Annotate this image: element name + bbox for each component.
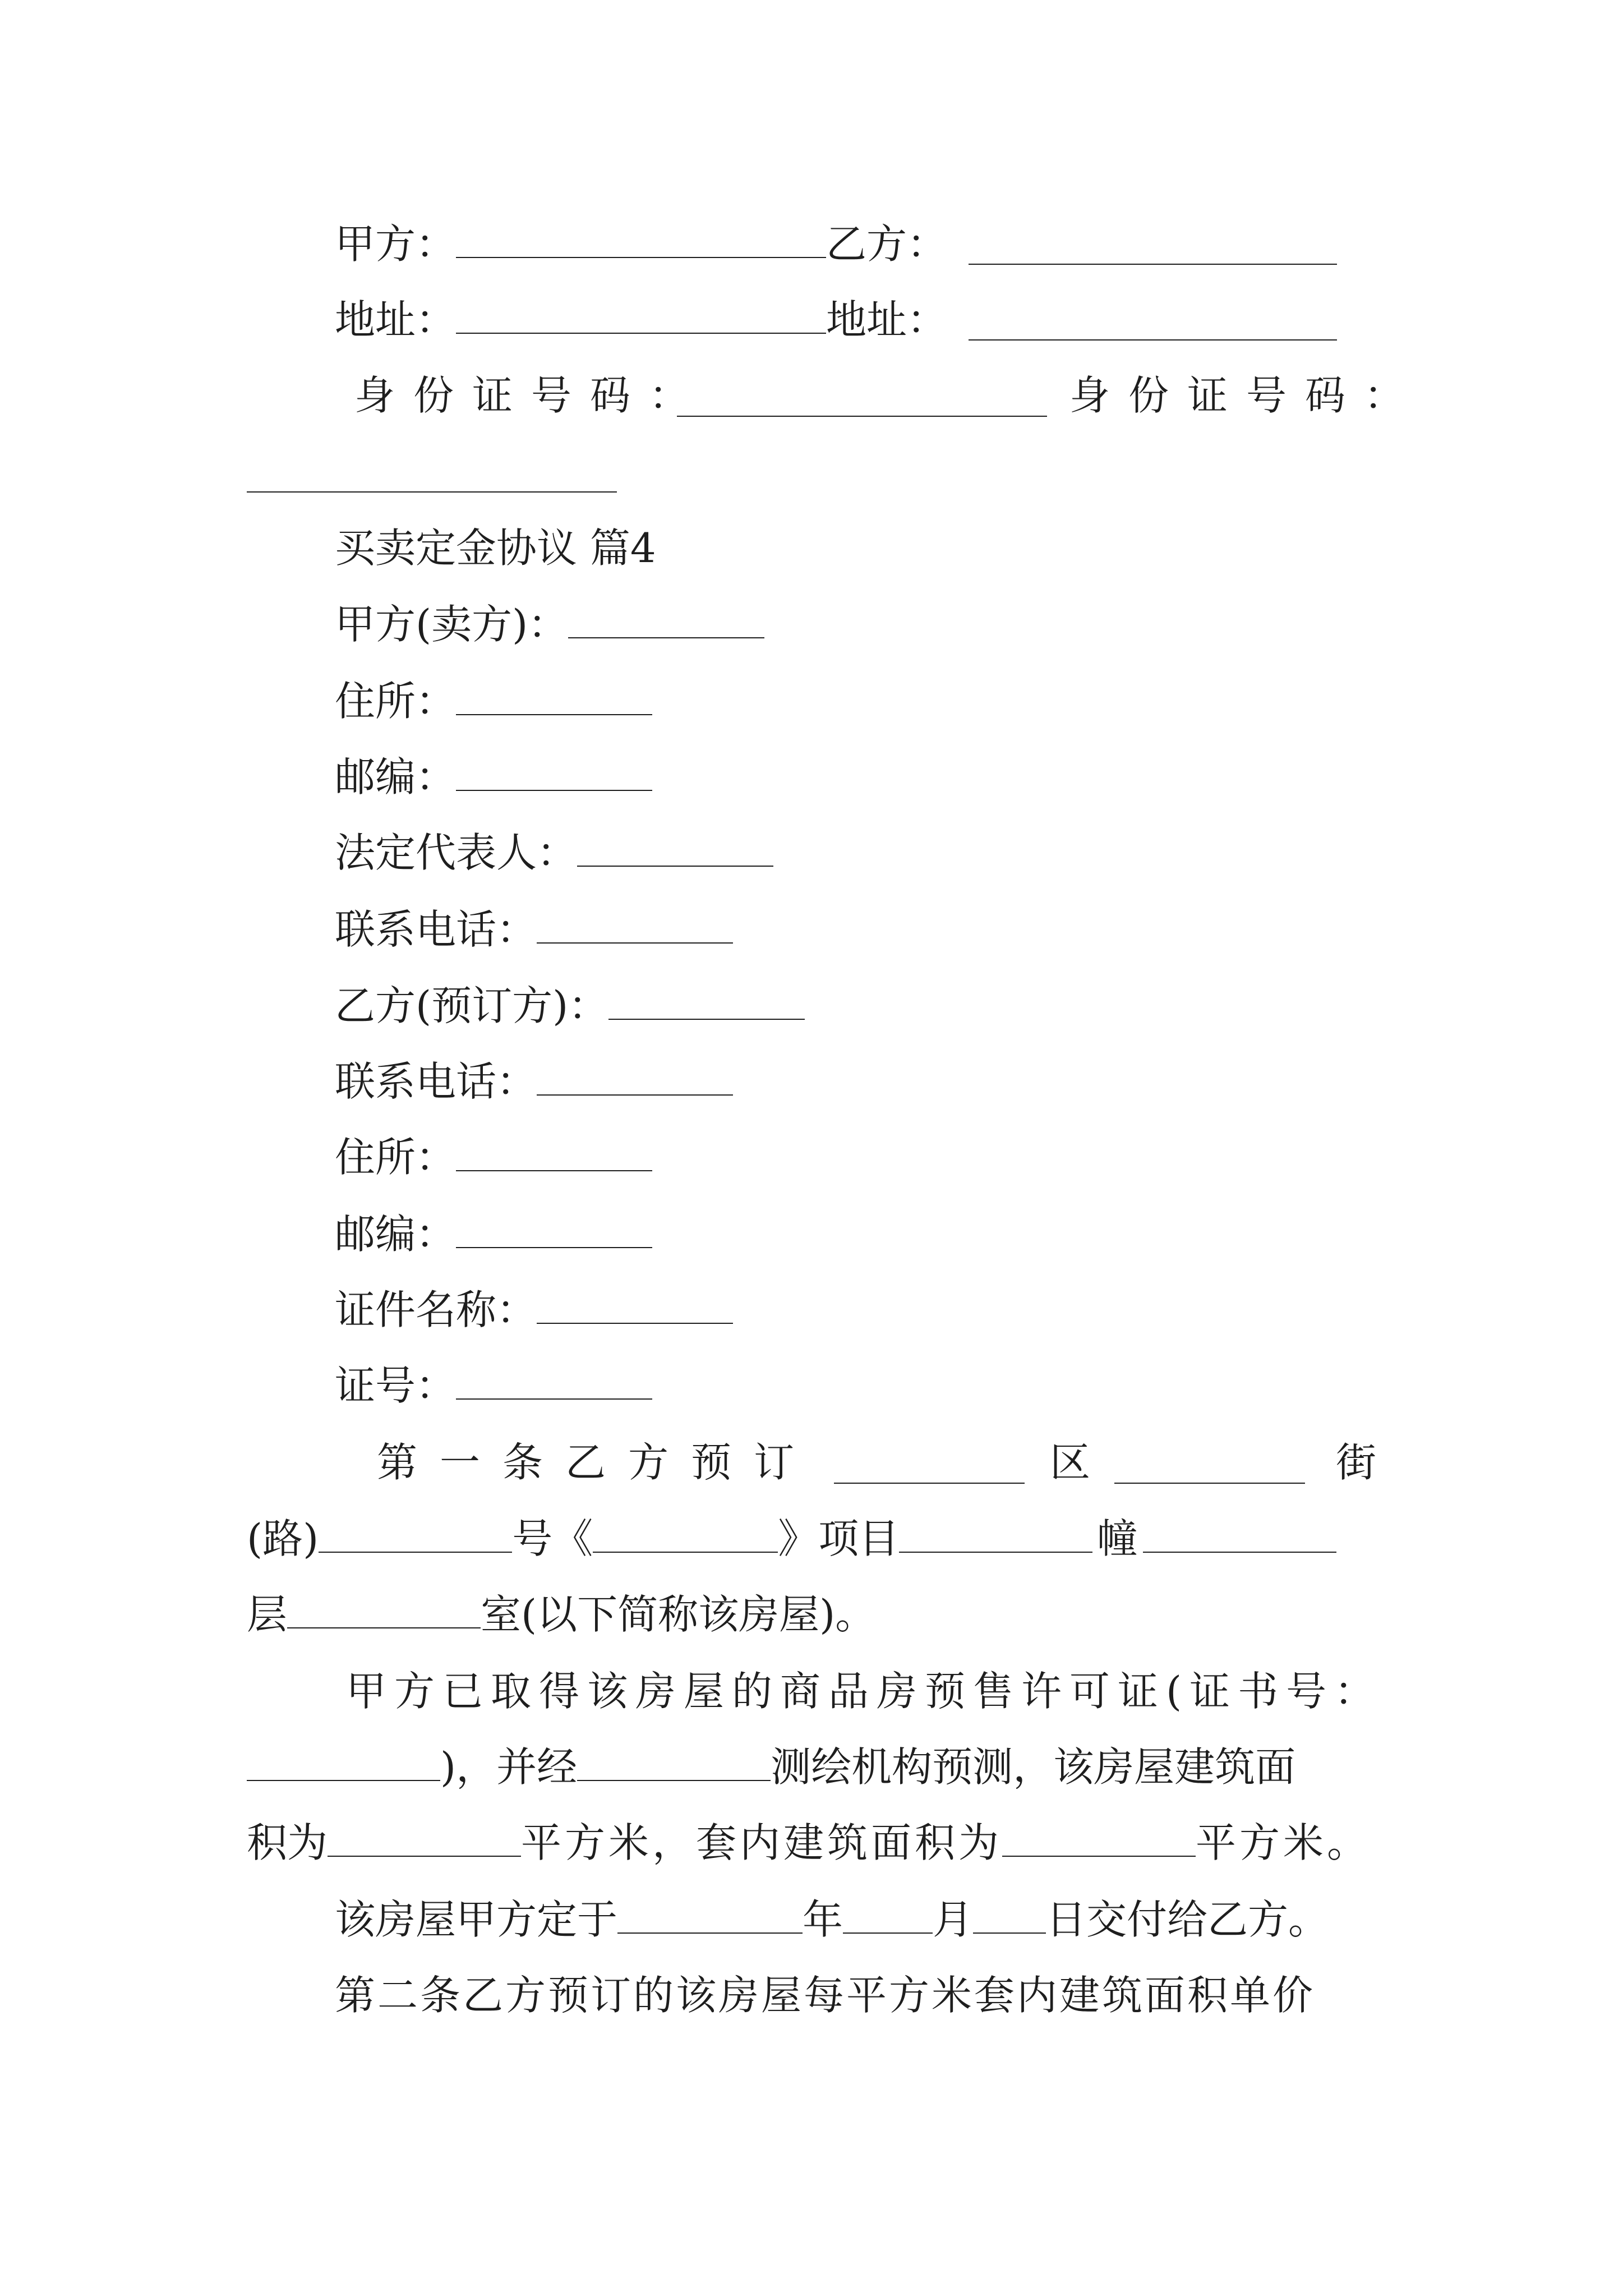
buyer-zip-label: 邮编： [335,1211,457,1258]
id-line-a [354,370,708,421]
delivery-text-d: 日交付给乙方。 [1046,1896,1329,1943]
seller-blank [568,605,764,638]
buyer-address-label: 住所： [335,1134,457,1181]
address-b-label: 地址： [826,296,948,343]
survey-org-blank [577,1747,771,1781]
buyer-tel-line [335,1056,733,1107]
party-a-line [335,219,947,269]
id-b-blank [247,459,617,493]
floor-blank [1143,1519,1336,1553]
buyer-blank [608,986,805,1020]
permit-number-blank [247,1747,440,1781]
id-a-label: 身份证号码： [354,372,708,419]
year-blank [617,1900,803,1934]
district-blank [834,1450,1025,1484]
buyer-address-blank [456,1138,652,1171]
address-a-blank [456,300,826,334]
clause1-row1-text: 第一条乙方预订 [377,1439,817,1486]
area-text-c: 平方米。 [1196,1819,1371,1866]
floor-label: 层 [247,1591,288,1638]
street-label: 街 [1336,1439,1377,1486]
room-blank [287,1595,481,1628]
buyer-tel-label: 联系电话： [335,1058,537,1105]
seller-zip-label: 邮编： [335,753,457,800]
clause2-row1: 第二条乙方预订的该房屋每平方米套内建筑面积单价 [335,1972,1316,2019]
buyer-zip-line [335,1209,652,1259]
id-line-b [1069,370,1423,421]
year-label: 年 [803,1896,843,1943]
delivery-text-a: 该房屋甲方定于 [335,1896,618,1943]
permit-text-b: 测绘机构预测，该房屋建筑面 [771,1743,1296,1791]
seller-line [335,599,764,650]
permit-row2 [247,1742,1295,1792]
party-a-blank [456,224,826,258]
address-a-label: 地址： [335,296,457,343]
room-label: 室(以下简称该房屋)。 [481,1591,876,1638]
buyer-zip-blank [456,1214,652,1248]
buyer-label: 乙方(预订方)： [335,982,609,1029]
buyer-line [335,981,805,1031]
cert-name-line [335,1285,733,1335]
clause1-row2 [247,1513,1336,1564]
building-blank [899,1519,1092,1553]
seller-zip-line [335,752,652,802]
road-blank [319,1519,512,1553]
buyer-tel-blank [537,1062,733,1096]
buyer-address-line [335,1132,652,1182]
clause1-row3 [247,1589,875,1640]
cert-no-blank [456,1366,652,1400]
legal-rep-blank [577,833,773,867]
legal-rep-label: 法定代表人： [335,829,578,876]
seller-label: 甲方(卖方)： [335,601,569,648]
area-text-b: 平方米，套内建筑面积为 [521,1819,1003,1866]
area-row [247,1818,1371,1868]
address-line [335,295,947,345]
day-blank [973,1900,1046,1934]
road-label: (路) [247,1515,319,1562]
address-b-blank [969,307,1337,341]
cert-no-line [335,1360,652,1411]
seller-tel-label: 联系电话： [335,906,537,953]
building-area-blank [328,1823,521,1857]
section-title: 买卖定金协议 篇4 [335,524,656,572]
seller-tel-blank [537,910,733,944]
project-blank [593,1519,778,1553]
delivery-row [335,1894,1329,1945]
id-a-blank [677,383,1047,417]
district-label: 区 [1050,1439,1091,1486]
cert-no-label: 证号： [335,1362,457,1409]
seller-address-blank [456,682,652,715]
seller-address-line [335,676,652,726]
month-label: 月 [933,1896,974,1943]
building-label: 幢 [1097,1515,1138,1562]
permit-row1: 甲方已取得该房屋的商品房预售许可证(证书号： [346,1668,1383,1715]
party-a-label: 甲方： [335,220,457,268]
party-b-blank [969,231,1337,265]
inner-area-blank [1002,1823,1196,1857]
legal-rep-line [335,827,773,878]
street-blank [1114,1450,1305,1484]
permit-text-a: )，并经 [440,1743,578,1791]
cert-name-label: 证件名称： [335,1286,537,1333]
project-label: 》项目 [778,1515,900,1562]
month-blank [843,1900,933,1934]
cert-name-blank [537,1290,733,1324]
number-label: 号《 [512,1515,593,1562]
area-text-a: 积为 [247,1819,328,1866]
seller-address-label: 住所： [335,678,457,725]
seller-zip-blank [456,757,652,791]
party-b-label: 乙方： [826,220,948,268]
seller-tel-line [335,904,733,955]
id-b-label: 身份证号码： [1069,372,1423,419]
